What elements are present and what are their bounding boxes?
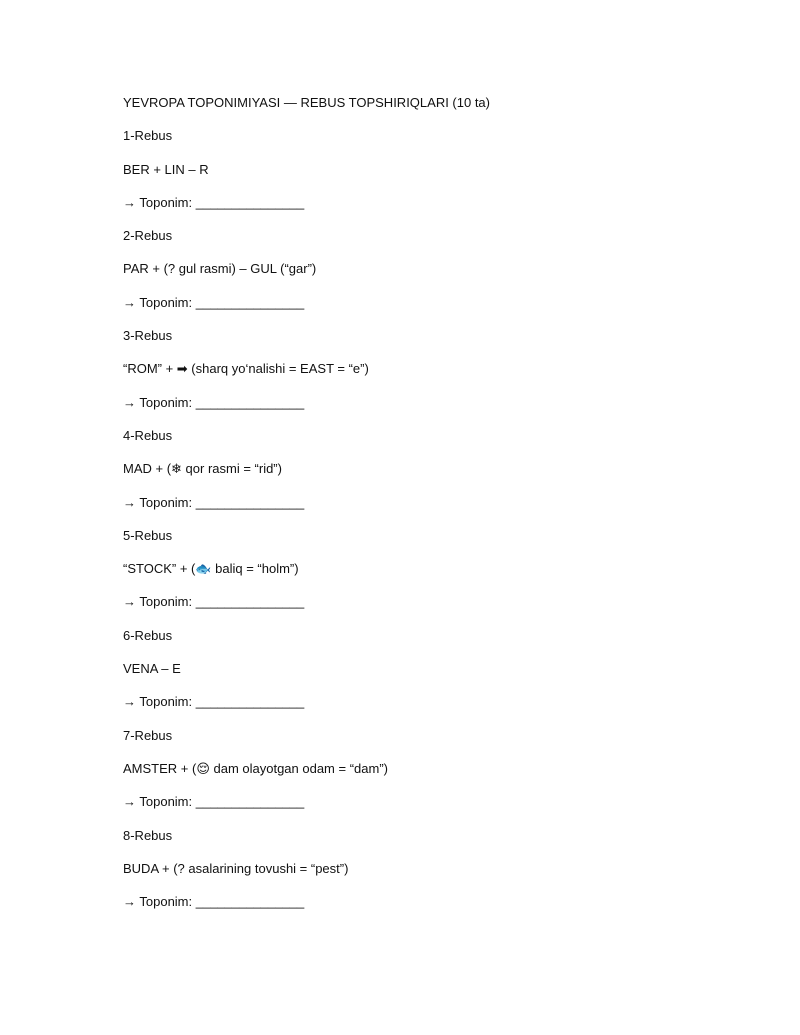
- rebus-answer: → Toponim: _______________: [123, 394, 305, 410]
- rebus-clue: AMSTER + (😌 dam olayotgan odam = “dam”): [123, 760, 388, 776]
- rebus-answer: → Toponim: _______________: [123, 294, 305, 310]
- document-title: YEVROPA TOPONIMIYASI — REBUS TOPSHIRIQLARI (10 ta): [123, 95, 490, 110]
- rebus-heading: 1-Rebus: [123, 128, 173, 144]
- rebus-heading: 3-Rebus: [123, 328, 173, 344]
- rebus-clue: VENA – E: [123, 661, 181, 677]
- rebus-answer: → Toponim: _______________: [123, 694, 305, 710]
- rebus-heading: 5-Rebus: [123, 527, 173, 543]
- rebus-answer: → Toponim: _______________: [123, 894, 305, 910]
- rebus-answer: → Toponim: _______________: [123, 594, 305, 610]
- rebus-clue: “STOCK” + (🐟 baliq = “holm”): [123, 561, 299, 577]
- rebus-clue: MAD + (❄ qor rasmi = “rid”): [123, 461, 282, 477]
- rebus-heading: 6-Rebus: [123, 627, 173, 643]
- rebus-answer: → Toponim: _______________: [123, 194, 305, 210]
- rebus-clue: BUDA + (? asalarining tovushi = “pest”): [123, 860, 349, 876]
- rebus-answer: → Toponim: _______________: [123, 794, 305, 810]
- rebus-heading: 4-Rebus: [123, 427, 173, 443]
- rebus-heading: 7-Rebus: [123, 727, 173, 743]
- rebus-clue: PAR + (? gul rasmi) – GUL (“gar”): [123, 261, 317, 277]
- rebus-clue: BER + LIN – R: [123, 161, 209, 177]
- rebus-heading: 8-Rebus: [123, 827, 173, 843]
- document-body: [123, 93, 723, 925]
- rebus-heading: 2-Rebus: [123, 228, 173, 244]
- rebus-answer: → Toponim: _______________: [123, 494, 305, 510]
- rebus-clue: “ROM” + ➡ (sharq yo‘nalishi = EAST = “e”): [123, 361, 369, 377]
